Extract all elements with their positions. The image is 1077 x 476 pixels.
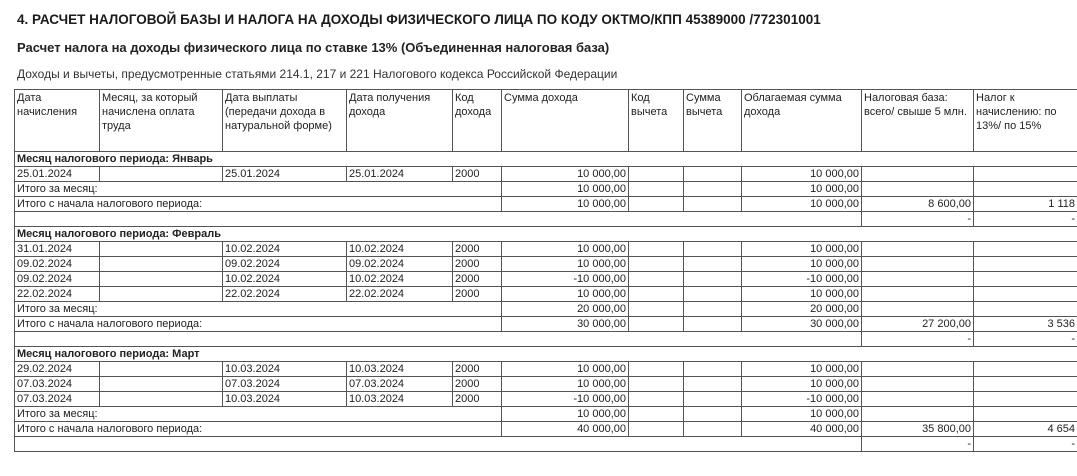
income-code-cell: 2000 — [453, 167, 502, 182]
deduction-sum-cell — [684, 362, 742, 377]
empty-span-cell — [15, 437, 862, 452]
deduction-code-cell — [629, 272, 684, 287]
table-row — [15, 377, 1077, 392]
tax-base-cell — [862, 377, 974, 392]
tax-accrued-cell — [974, 392, 1077, 407]
deduction-code-cell — [629, 392, 684, 407]
tax-13-value: 4 654 — [974, 422, 1077, 437]
taxable-sum-cell: 10 000,00 — [742, 167, 862, 182]
tax-15-value: - — [974, 332, 1077, 347]
month-total-label: Итого за месяц: — [15, 302, 502, 317]
table-row — [15, 242, 1077, 257]
table-header-row — [15, 90, 1077, 152]
month-paid-cell — [100, 377, 223, 392]
tax-base-over-5m: - — [862, 212, 974, 227]
tax-accrued-cell — [974, 257, 1077, 272]
col-header-tax-base: Налоговая база: всего/ свыше 5 млн. — [862, 90, 974, 152]
tax-accrued-cell — [974, 182, 1077, 197]
deduction-sum-cell — [684, 182, 742, 197]
ytd-total-label: Итого с начала налогового периода: — [15, 197, 502, 212]
income-code-cell: 2000 — [453, 287, 502, 302]
ytd-income-total: 40 000,00 — [502, 422, 629, 437]
deduction-sum-cell — [684, 377, 742, 392]
income-sum-cell: 10 000,00 — [502, 257, 629, 272]
empty-span-cell — [15, 332, 862, 347]
col-header-deduction-code: Код вычета — [629, 90, 684, 152]
tax-13-value: 1 118 — [974, 197, 1077, 212]
deduction-code-cell — [629, 317, 684, 332]
section-title: Месяц налогового периода: Март — [15, 347, 1077, 362]
tax-15-value: - — [974, 437, 1077, 452]
table-row — [15, 272, 1077, 287]
report-subtitle: Расчет налога на доходы физического лица по ставке 13% (Объединенная налоговая база) — [17, 40, 610, 55]
tax-accrued-cell — [974, 302, 1077, 317]
receipt-date-cell: 25.01.2024 — [347, 167, 453, 182]
income-code-cell: 2000 — [453, 362, 502, 377]
month-taxable-total: 10 000,00 — [742, 182, 862, 197]
deduction-sum-cell — [684, 197, 742, 212]
section-header-row — [15, 152, 1077, 167]
tax-accrued-cell — [974, 407, 1077, 422]
accrual-date-cell: 31.01.2024 — [15, 242, 100, 257]
ytd-total-row — [15, 197, 1077, 212]
deduction-sum-cell — [684, 407, 742, 422]
deduction-sum-cell — [684, 257, 742, 272]
tax-base-total: 8 600,00 — [862, 197, 974, 212]
col-header-tax-accrued: Налог к начислению: по 13%/ по 15% — [974, 90, 1077, 152]
income-code-cell: 2000 — [453, 272, 502, 287]
ytd-income-total: 30 000,00 — [502, 317, 629, 332]
col-header-taxable-sum: Облагаемая сумма дохода — [742, 90, 862, 152]
deduction-code-cell — [629, 287, 684, 302]
col-header-deduction-sum: Сумма вычета — [684, 90, 742, 152]
deduction-sum-cell — [684, 422, 742, 437]
month-total-row — [15, 182, 1077, 197]
deduction-code-cell — [629, 422, 684, 437]
table-caption: Доходы и вычеты, предусмотренные статьями 214.1, 217 и 221 Налогового кодекса Российской Федерации — [17, 67, 618, 81]
table-row — [15, 287, 1077, 302]
income-code-cell: 2000 — [453, 392, 502, 407]
accrual-date-cell: 25.01.2024 — [15, 167, 100, 182]
taxable-sum-cell: 10 000,00 — [742, 242, 862, 257]
section-header-row — [15, 227, 1077, 242]
month-paid-cell — [100, 257, 223, 272]
deduction-code-cell — [629, 197, 684, 212]
income-code-cell: 2000 — [453, 242, 502, 257]
tax-base-cell — [862, 407, 974, 422]
month-paid-cell — [100, 242, 223, 257]
deduction-code-cell — [629, 167, 684, 182]
month-total-row — [15, 302, 1077, 317]
section-header-row — [15, 347, 1077, 362]
accrual-date-cell: 22.02.2024 — [15, 287, 100, 302]
accrual-date-cell: 09.02.2024 — [15, 272, 100, 287]
tax-accrued-cell — [974, 242, 1077, 257]
tax-accrued-cell — [974, 377, 1077, 392]
deduction-code-cell — [629, 407, 684, 422]
ytd-income-total: 10 000,00 — [502, 197, 629, 212]
table-row — [15, 257, 1077, 272]
payment-date-cell: 10.03.2024 — [223, 362, 347, 377]
deduction-code-cell — [629, 242, 684, 257]
month-total-label: Итого за месяц: — [15, 407, 502, 422]
col-header-income-code: Код дохода — [453, 90, 502, 152]
month-income-total: 10 000,00 — [502, 182, 629, 197]
month-paid-cell — [100, 167, 223, 182]
tax-base-cell — [862, 287, 974, 302]
tax-base-cell — [862, 257, 974, 272]
taxable-sum-cell: -10 000,00 — [742, 392, 862, 407]
ytd-taxable-total: 40 000,00 — [742, 422, 862, 437]
accrual-date-cell: 09.02.2024 — [15, 257, 100, 272]
month-income-total: 10 000,00 — [502, 407, 629, 422]
section-title: Месяц налогового периода: Февраль — [15, 227, 1077, 242]
deduction-code-cell — [629, 257, 684, 272]
accrual-date-cell: 29.02.2024 — [15, 362, 100, 377]
payment-date-cell: 22.02.2024 — [223, 287, 347, 302]
payment-date-cell: 07.03.2024 — [223, 377, 347, 392]
payment-date-cell: 10.02.2024 — [223, 242, 347, 257]
ytd-total-subrow — [15, 437, 1077, 452]
payment-date-cell: 09.02.2024 — [223, 257, 347, 272]
table-row — [15, 392, 1077, 407]
taxable-sum-cell: 10 000,00 — [742, 287, 862, 302]
accrual-date-cell: 07.03.2024 — [15, 392, 100, 407]
col-header-receipt-date: Дата получения дохода — [347, 90, 453, 152]
col-header-payment-date: Дата выплаты (передачи дохода в натуральной форме) — [223, 90, 347, 152]
receipt-date-cell: 07.03.2024 — [347, 377, 453, 392]
deduction-sum-cell — [684, 392, 742, 407]
income-sum-cell: 10 000,00 — [502, 287, 629, 302]
taxable-sum-cell: 10 000,00 — [742, 362, 862, 377]
receipt-date-cell: 10.02.2024 — [347, 272, 453, 287]
tax-base-cell — [862, 242, 974, 257]
income-sum-cell: -10 000,00 — [502, 392, 629, 407]
accrual-date-cell: 07.03.2024 — [15, 377, 100, 392]
table-row — [15, 362, 1077, 377]
deduction-code-cell — [629, 362, 684, 377]
report-section-title: 4. РАСЧЕТ НАЛОГОВОЙ БАЗЫ И НАЛОГА НА ДОХОДЫ ФИЗИЧЕСКОГО ЛИЦА ПО КОДУ ОКТМО/КПП 45389000 /772301001 — [17, 12, 821, 27]
deduction-code-cell — [629, 377, 684, 392]
ytd-total-row — [15, 422, 1077, 437]
deduction-code-cell — [629, 302, 684, 317]
tax-base-cell — [862, 167, 974, 182]
tax-calculation-table — [14, 89, 1077, 452]
month-income-total: 20 000,00 — [502, 302, 629, 317]
month-taxable-total: 10 000,00 — [742, 407, 862, 422]
ytd-total-label: Итого с начала налогового периода: — [15, 317, 502, 332]
ytd-total-subrow — [15, 332, 1077, 347]
col-header-accrual-date: Дата начисления — [15, 90, 100, 152]
month-paid-cell — [100, 362, 223, 377]
tax-13-value: 3 536 — [974, 317, 1077, 332]
deduction-sum-cell — [684, 317, 742, 332]
tax-accrued-cell — [974, 287, 1077, 302]
income-sum-cell: 10 000,00 — [502, 362, 629, 377]
tax-base-total: 27 200,00 — [862, 317, 974, 332]
tax-base-cell — [862, 362, 974, 377]
taxable-sum-cell: -10 000,00 — [742, 272, 862, 287]
month-total-row — [15, 407, 1077, 422]
section-title: Месяц налогового периода: Январь — [15, 152, 1077, 167]
deduction-sum-cell — [684, 272, 742, 287]
tax-base-cell — [862, 302, 974, 317]
tax-base-cell — [862, 392, 974, 407]
receipt-date-cell: 22.02.2024 — [347, 287, 453, 302]
col-header-month-paid: Месяц, за который начислена оплата труда — [100, 90, 223, 152]
deduction-sum-cell — [684, 167, 742, 182]
ytd-total-row — [15, 317, 1077, 332]
deduction-code-cell — [629, 182, 684, 197]
deduction-sum-cell — [684, 302, 742, 317]
receipt-date-cell: 10.03.2024 — [347, 362, 453, 377]
deduction-sum-cell — [684, 287, 742, 302]
empty-span-cell — [15, 212, 862, 227]
col-header-income-sum: Сумма дохода — [502, 90, 629, 152]
payment-date-cell: 10.02.2024 — [223, 272, 347, 287]
tax-accrued-cell — [974, 272, 1077, 287]
taxable-sum-cell: 10 000,00 — [742, 377, 862, 392]
tax-base-over-5m: - — [862, 332, 974, 347]
table-row — [15, 167, 1077, 182]
tax-base-cell — [862, 182, 974, 197]
tax-base-over-5m: - — [862, 437, 974, 452]
income-sum-cell: 10 000,00 — [502, 242, 629, 257]
ytd-total-label: Итого с начала налогового периода: — [15, 422, 502, 437]
payment-date-cell: 10.03.2024 — [223, 392, 347, 407]
receipt-date-cell: 09.02.2024 — [347, 257, 453, 272]
income-code-cell: 2000 — [453, 257, 502, 272]
deduction-sum-cell — [684, 242, 742, 257]
income-sum-cell: 10 000,00 — [502, 377, 629, 392]
month-total-label: Итого за месяц: — [15, 182, 502, 197]
receipt-date-cell: 10.03.2024 — [347, 392, 453, 407]
tax-accrued-cell — [974, 362, 1077, 377]
receipt-date-cell: 10.02.2024 — [347, 242, 453, 257]
tax-15-value: - — [974, 212, 1077, 227]
month-taxable-total: 20 000,00 — [742, 302, 862, 317]
taxable-sum-cell: 10 000,00 — [742, 257, 862, 272]
income-sum-cell: 10 000,00 — [502, 167, 629, 182]
month-paid-cell — [100, 287, 223, 302]
month-paid-cell — [100, 272, 223, 287]
income-code-cell: 2000 — [453, 377, 502, 392]
tax-accrued-cell — [974, 167, 1077, 182]
tax-base-cell — [862, 272, 974, 287]
tax-base-total: 35 800,00 — [862, 422, 974, 437]
ytd-taxable-total: 30 000,00 — [742, 317, 862, 332]
payment-date-cell: 25.01.2024 — [223, 167, 347, 182]
month-paid-cell — [100, 392, 223, 407]
ytd-taxable-total: 10 000,00 — [742, 197, 862, 212]
income-sum-cell: -10 000,00 — [502, 272, 629, 287]
ytd-total-subrow — [15, 212, 1077, 227]
